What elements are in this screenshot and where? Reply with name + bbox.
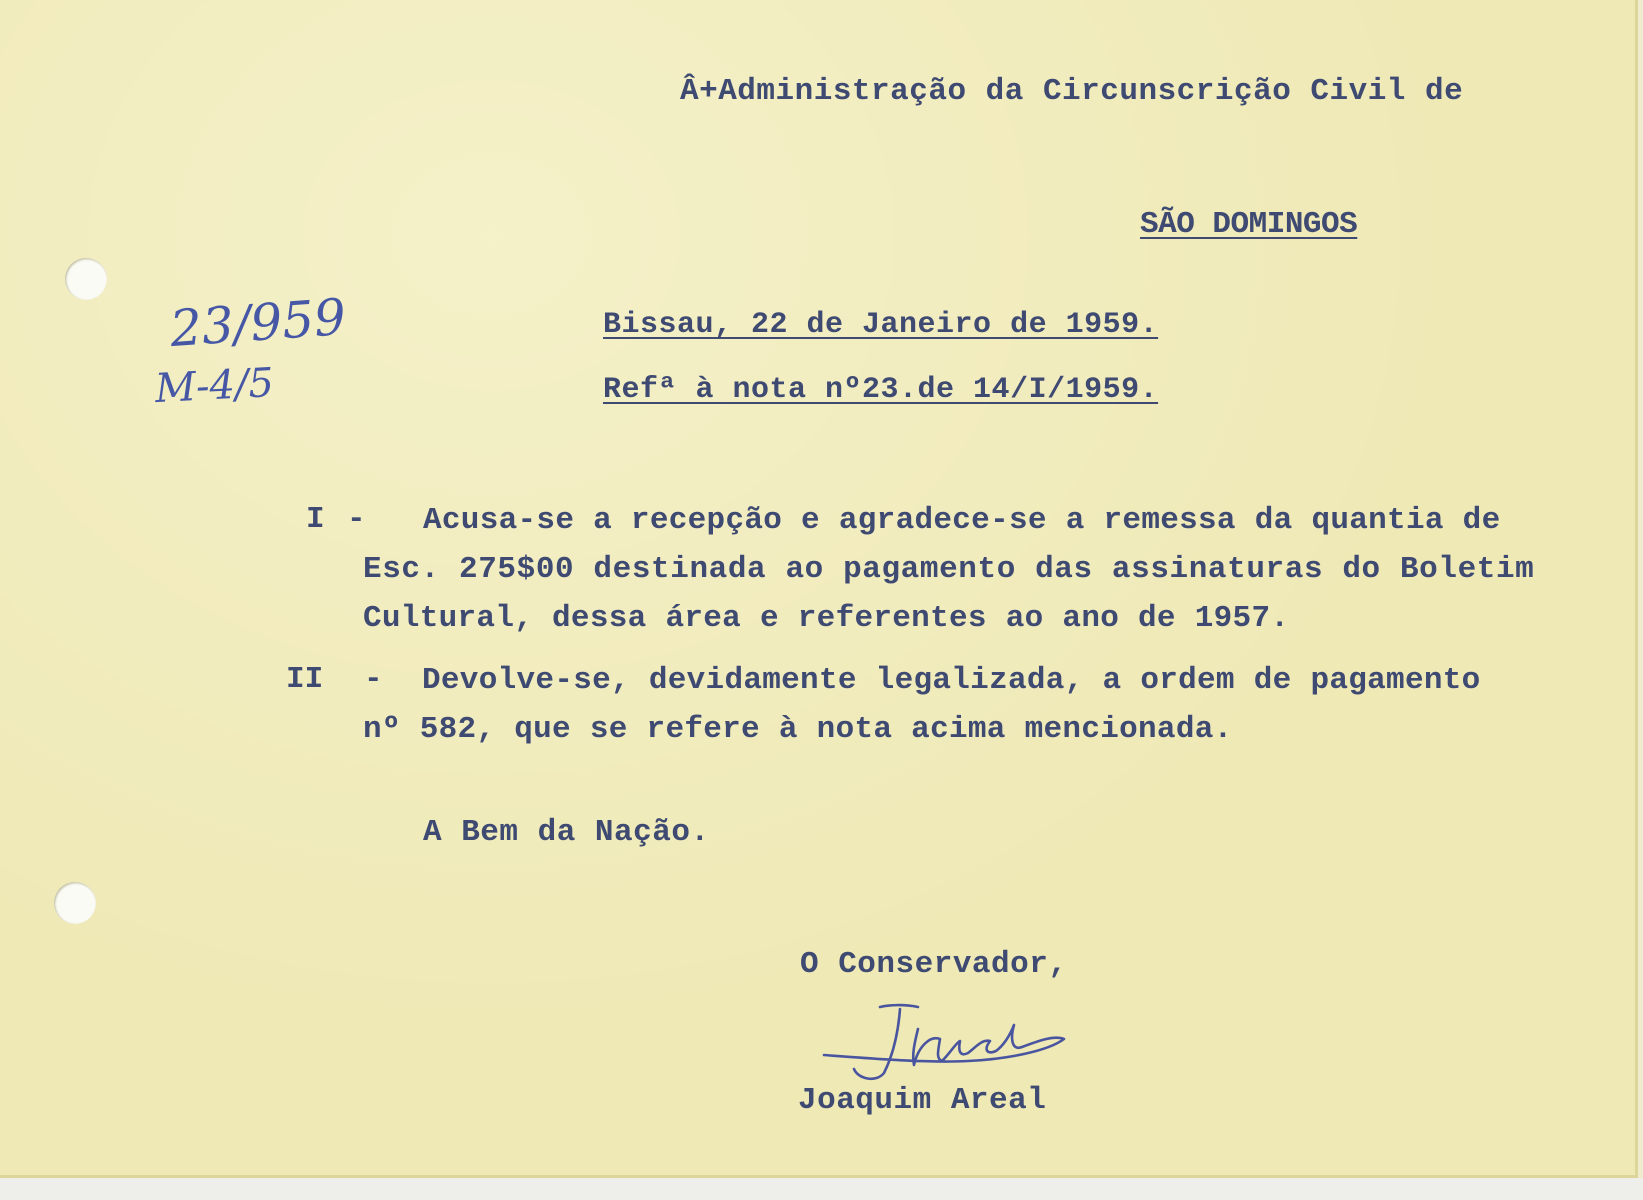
handwritten-code: M-4/5	[153, 359, 275, 413]
addressee-location: SÃO DOMINGOS	[1140, 207, 1358, 242]
signature-mark	[818, 995, 1083, 1095]
punch-hole-bottom	[54, 882, 96, 924]
paragraph-line: Cultural, dessa área e referentes ao ano de 1957.	[363, 601, 1290, 636]
paragraph-i	[363, 496, 1593, 643]
item-numeral: II	[286, 662, 324, 697]
handwritten-reference: 23/959	[168, 287, 348, 359]
signatory-name: Joaquim Areal	[798, 1083, 1047, 1118]
scan-border	[0, 1178, 1643, 1200]
item-numeral: I	[306, 502, 325, 537]
date-line: Bissau, 22 de Janeiro de 1959.	[603, 308, 1159, 342]
punch-hole-top	[65, 258, 107, 300]
signatory-title: O Conservador,	[800, 947, 1068, 982]
reference-line: Refª à nota nº23.de 14/I/1959.	[603, 373, 1159, 407]
paragraph-line: nº 582, que se refere à nota acima mencionada.	[363, 712, 1233, 747]
paragraph-line: Acusa-se a recepção e agradece-se a remessa da quantia de	[423, 503, 1501, 538]
addressee-line: Â+Administração da Circunscrição Civil de	[680, 74, 1464, 109]
salutation: A Bem da Nação.	[423, 815, 710, 850]
paragraph-line: Esc. 275$00 destinada ao pagamento das assinaturas do Boletim	[363, 552, 1535, 587]
item-dash: -	[364, 662, 383, 697]
paragraph-line: Devolve-se, devidamente legalizada, a ordem de pagamento	[422, 663, 1481, 698]
item-dash: -	[347, 502, 366, 537]
paragraph-ii	[363, 656, 1593, 754]
